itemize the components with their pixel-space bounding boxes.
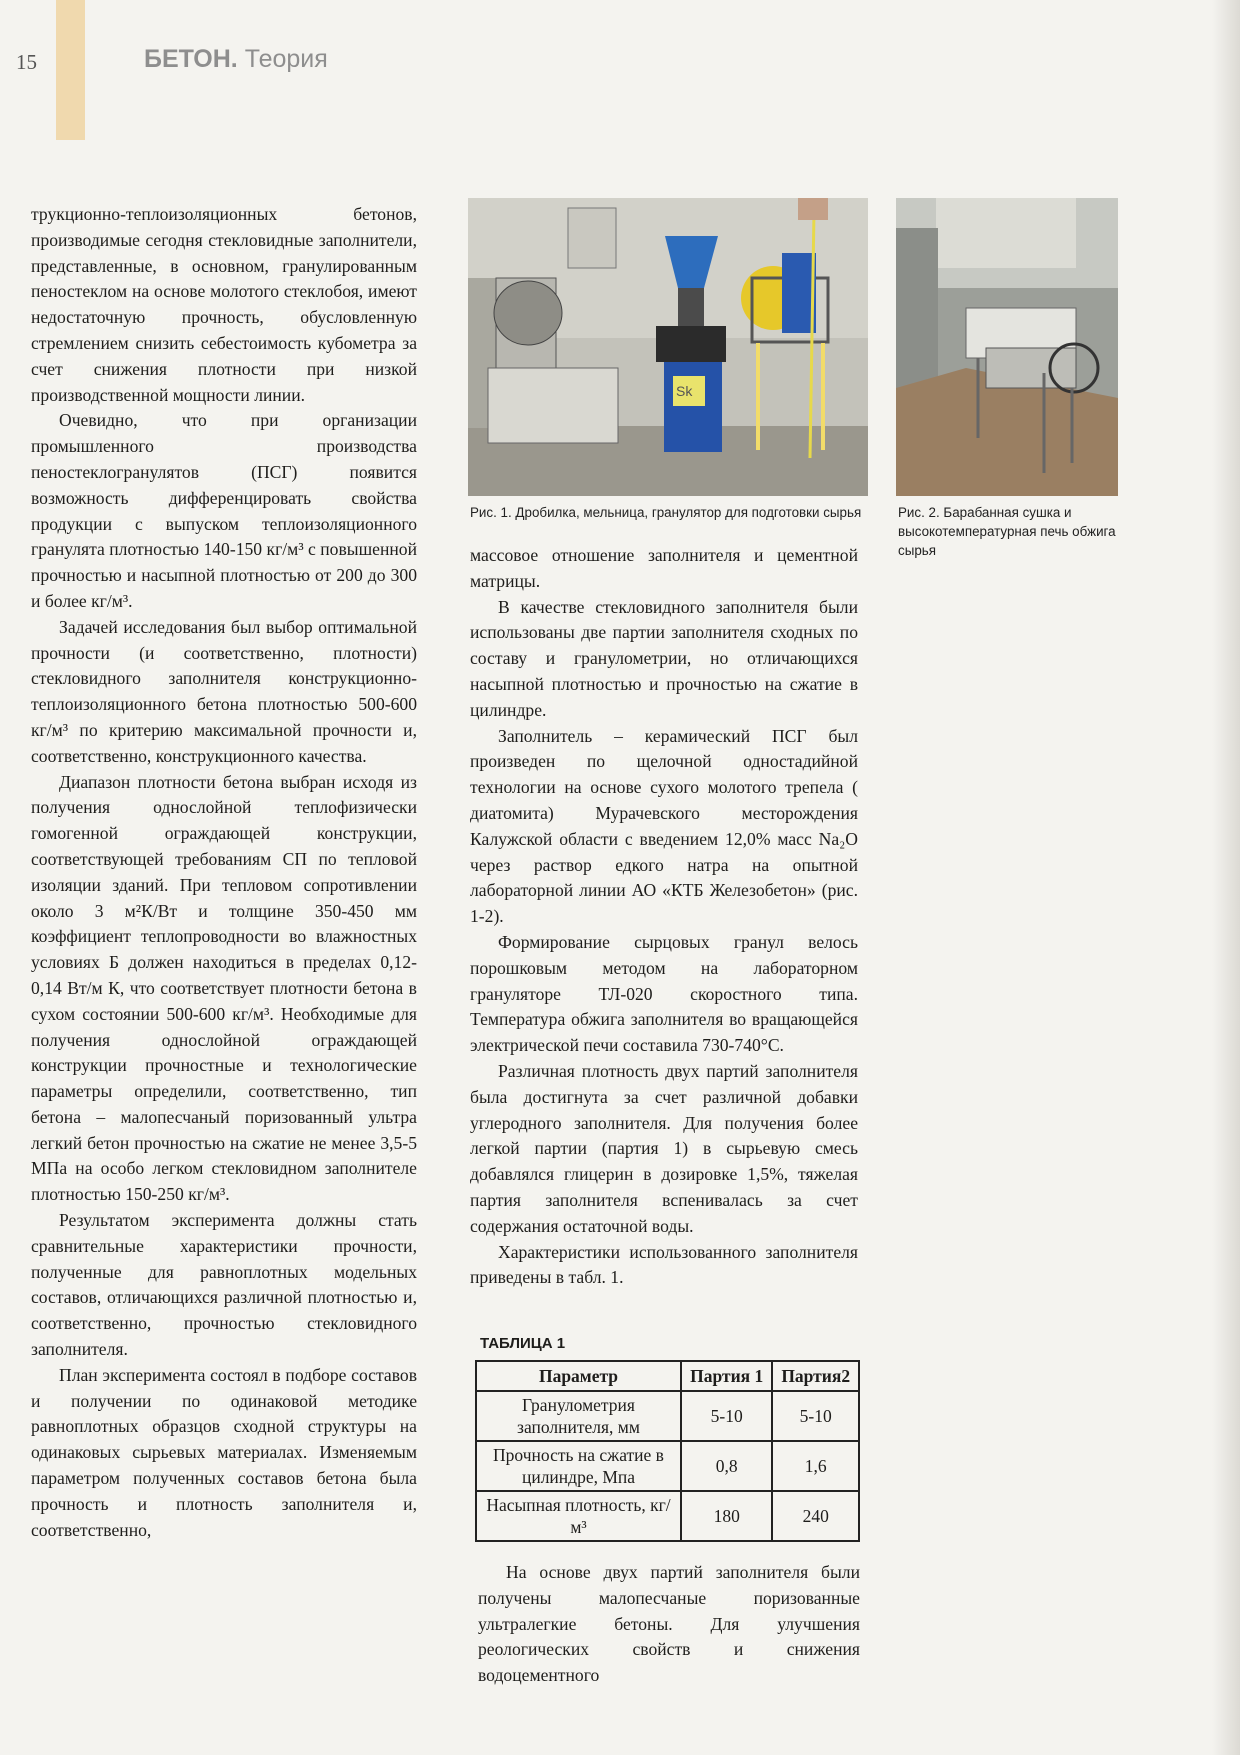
page-edge-shade bbox=[1212, 0, 1240, 1755]
figure-2-photo bbox=[896, 198, 1118, 496]
table-cell: Насыпная плотность, кг/м³ bbox=[476, 1491, 681, 1541]
paragraph: трукционно-теплоизоляционных бетонов, производимые сегодня стекловидные заполнители, представленные, в основном, гранулированным пеностеклом на основе молотого стеклобоя, имеют недостаточную прочность, обусловленную стремлением снизить себестоимость кубометра за счет снижения плотности при низкой производственной мощности линии. bbox=[31, 204, 417, 405]
table-cell: 5-10 bbox=[772, 1391, 859, 1441]
middle-column bbox=[470, 543, 858, 1291]
table-cell: 0,8 bbox=[681, 1441, 772, 1491]
section-header bbox=[144, 45, 328, 74]
table-cell: Прочность на сжатие в цилиндре, Мпа bbox=[476, 1441, 681, 1491]
table-cell: Гранулометрия заполнителя, мм bbox=[476, 1391, 681, 1441]
header-rest: Теория bbox=[237, 45, 328, 73]
table-header-row bbox=[476, 1361, 859, 1391]
table-row bbox=[476, 1391, 859, 1441]
data-table bbox=[475, 1360, 860, 1542]
table-row bbox=[476, 1441, 859, 1491]
table-header-cell: Партия 1 bbox=[681, 1361, 772, 1391]
figure-1-photo bbox=[468, 198, 868, 496]
skolkovo-logo-text: Sk bbox=[676, 383, 693, 399]
figure-2-caption: Рис. 2. Барабанная сушка и высокотемпературная печь обжига сырья bbox=[898, 505, 1116, 558]
table-row bbox=[476, 1491, 859, 1541]
paragraph: План эксперимента состоял в подборе составов и получении по одинаковой методике равноплотных образцов сходной структуры на одинаковых сырьевых материалах. Изменяемым параметром полученных составов бетона была прочность и плотность заполнителя и, соответственно, bbox=[31, 1364, 417, 1540]
paragraph: Заполнитель – керамический ПСГ был произведен по щелочной одностадийной технологии на основе сухого молотого трепела ( диатомита) Мурачевского месторождения Калужской области с введением 12,0% масс Na₂O через раствор едкого натра на опытной лабораторной линии АО «КТБ Железобетон» (рис. 1-2). bbox=[470, 725, 858, 927]
paragraph: Диапазон плотности бетона выбран исходя из получения однослойной теплофизически гомогенной ограждающей конструкции, соответствующей требованиям СП по тепловой изоляции зданий. При тепловом сопротивлении около 3 м²К/Вт и толщине 350-450 мм коэффициент теплопроводности во влажностных условиях Б должен находиться в пределах 0,12-0,14 Вт/м К, что соответствует плотности бетона в сухом состоянии 500-600 кг/м³. Необходимые для получения однослойной ограждающей конструкции прочностные и технологические параметры определили, соответственно, тип бетона – малопесчаный поризованный ультра легкий бетон прочностью на сжатие не менее 3,5-5 МПа на особо легком стекловидном заполнителе плотностью 150-250 кг/м³. bbox=[31, 771, 417, 1205]
kiln-photo-illustration bbox=[896, 198, 1118, 496]
table-header-cell: Партия2 bbox=[772, 1361, 859, 1391]
equipment-photo-illustration bbox=[468, 198, 868, 496]
paragraph: массовое отношение заполнителя и цементной матрицы. bbox=[470, 545, 858, 591]
table-cell: 180 bbox=[681, 1491, 772, 1541]
table-title: ТАБЛИЦА 1 bbox=[480, 1335, 566, 1352]
paragraph: Формирование сырцовых гранул велось порошковым методом на лабораторном грануляторе ТЛ-020 скоростного типа. Температура обжига заполнителя во вращающейся электрической печи составила 730-740°С. bbox=[470, 931, 858, 1056]
paragraph: Очевидно, что при организации промышленного производства пеностеклогранулятов (ПСГ) появится возможность дифференцировать свойства продукции с выпуском теплоизоляционного гранулята плотностью 140-150 кг/м³ с повышенной прочностью и насыпной плотностью от 200 до 300 и более кг/м³. bbox=[31, 410, 417, 611]
left-column bbox=[31, 202, 417, 1543]
figure-1-caption: Рис. 1. Дробилка, мельница, гранулятор для подготовки сырья bbox=[470, 505, 862, 520]
page-number: 15 bbox=[16, 50, 37, 74]
table-cell: 5-10 bbox=[681, 1391, 772, 1441]
paragraph: Задачей исследования был выбор оптимальной прочности (и соответственно, плотности) стекловидного заполнителя конструкционно-теплоизоляционного бетона плотностью 500-600 кг/м³ по критерию максимальной прочности и, соответственно, конструкционного качества. bbox=[31, 616, 417, 766]
paragraph: Характеристики использованного заполнителя приведены в табл. 1. bbox=[470, 1241, 858, 1288]
header-accent-bar bbox=[56, 0, 85, 140]
paragraph: Результатом эксперимента должны стать сравнительные характеристики прочности, полученные для равноплотных модельных составов, отличающихся различной плотностью и, соответственно, прочностью стекловидного заполнителя. bbox=[31, 1210, 417, 1360]
paragraph: В качестве стекловидного заполнителя были использованы две партии заполнителя сходных по составу и гранулометрии, но отличающихся насыпной плотностью и прочностью на сжатие в цилиндре. bbox=[470, 596, 858, 720]
table-cell: 1,6 bbox=[772, 1441, 859, 1491]
paragraph: На основе двух партий заполнителя были получены малопесчаные поризованные ультралегкие бетоны. Для улучшения реологических свойств и снижения водоцементного bbox=[478, 1562, 860, 1686]
header-bold: БЕТОН. bbox=[144, 45, 238, 73]
table-cell: 240 bbox=[772, 1491, 859, 1541]
table-header-cell: Параметр bbox=[476, 1361, 681, 1391]
bottom-paragraph-block bbox=[478, 1560, 860, 1689]
paragraph: Различная плотность двух партий заполнителя была достигнута за счет различной добавки углеродного заполнителя. Для получения более легкой партии (партия 1) в сырьевую смесь добавлялся глицерин в дозировке 1,5%, тяжелая партия заполнителя вспенивалась за счет содержания остаточной воды. bbox=[470, 1060, 858, 1236]
